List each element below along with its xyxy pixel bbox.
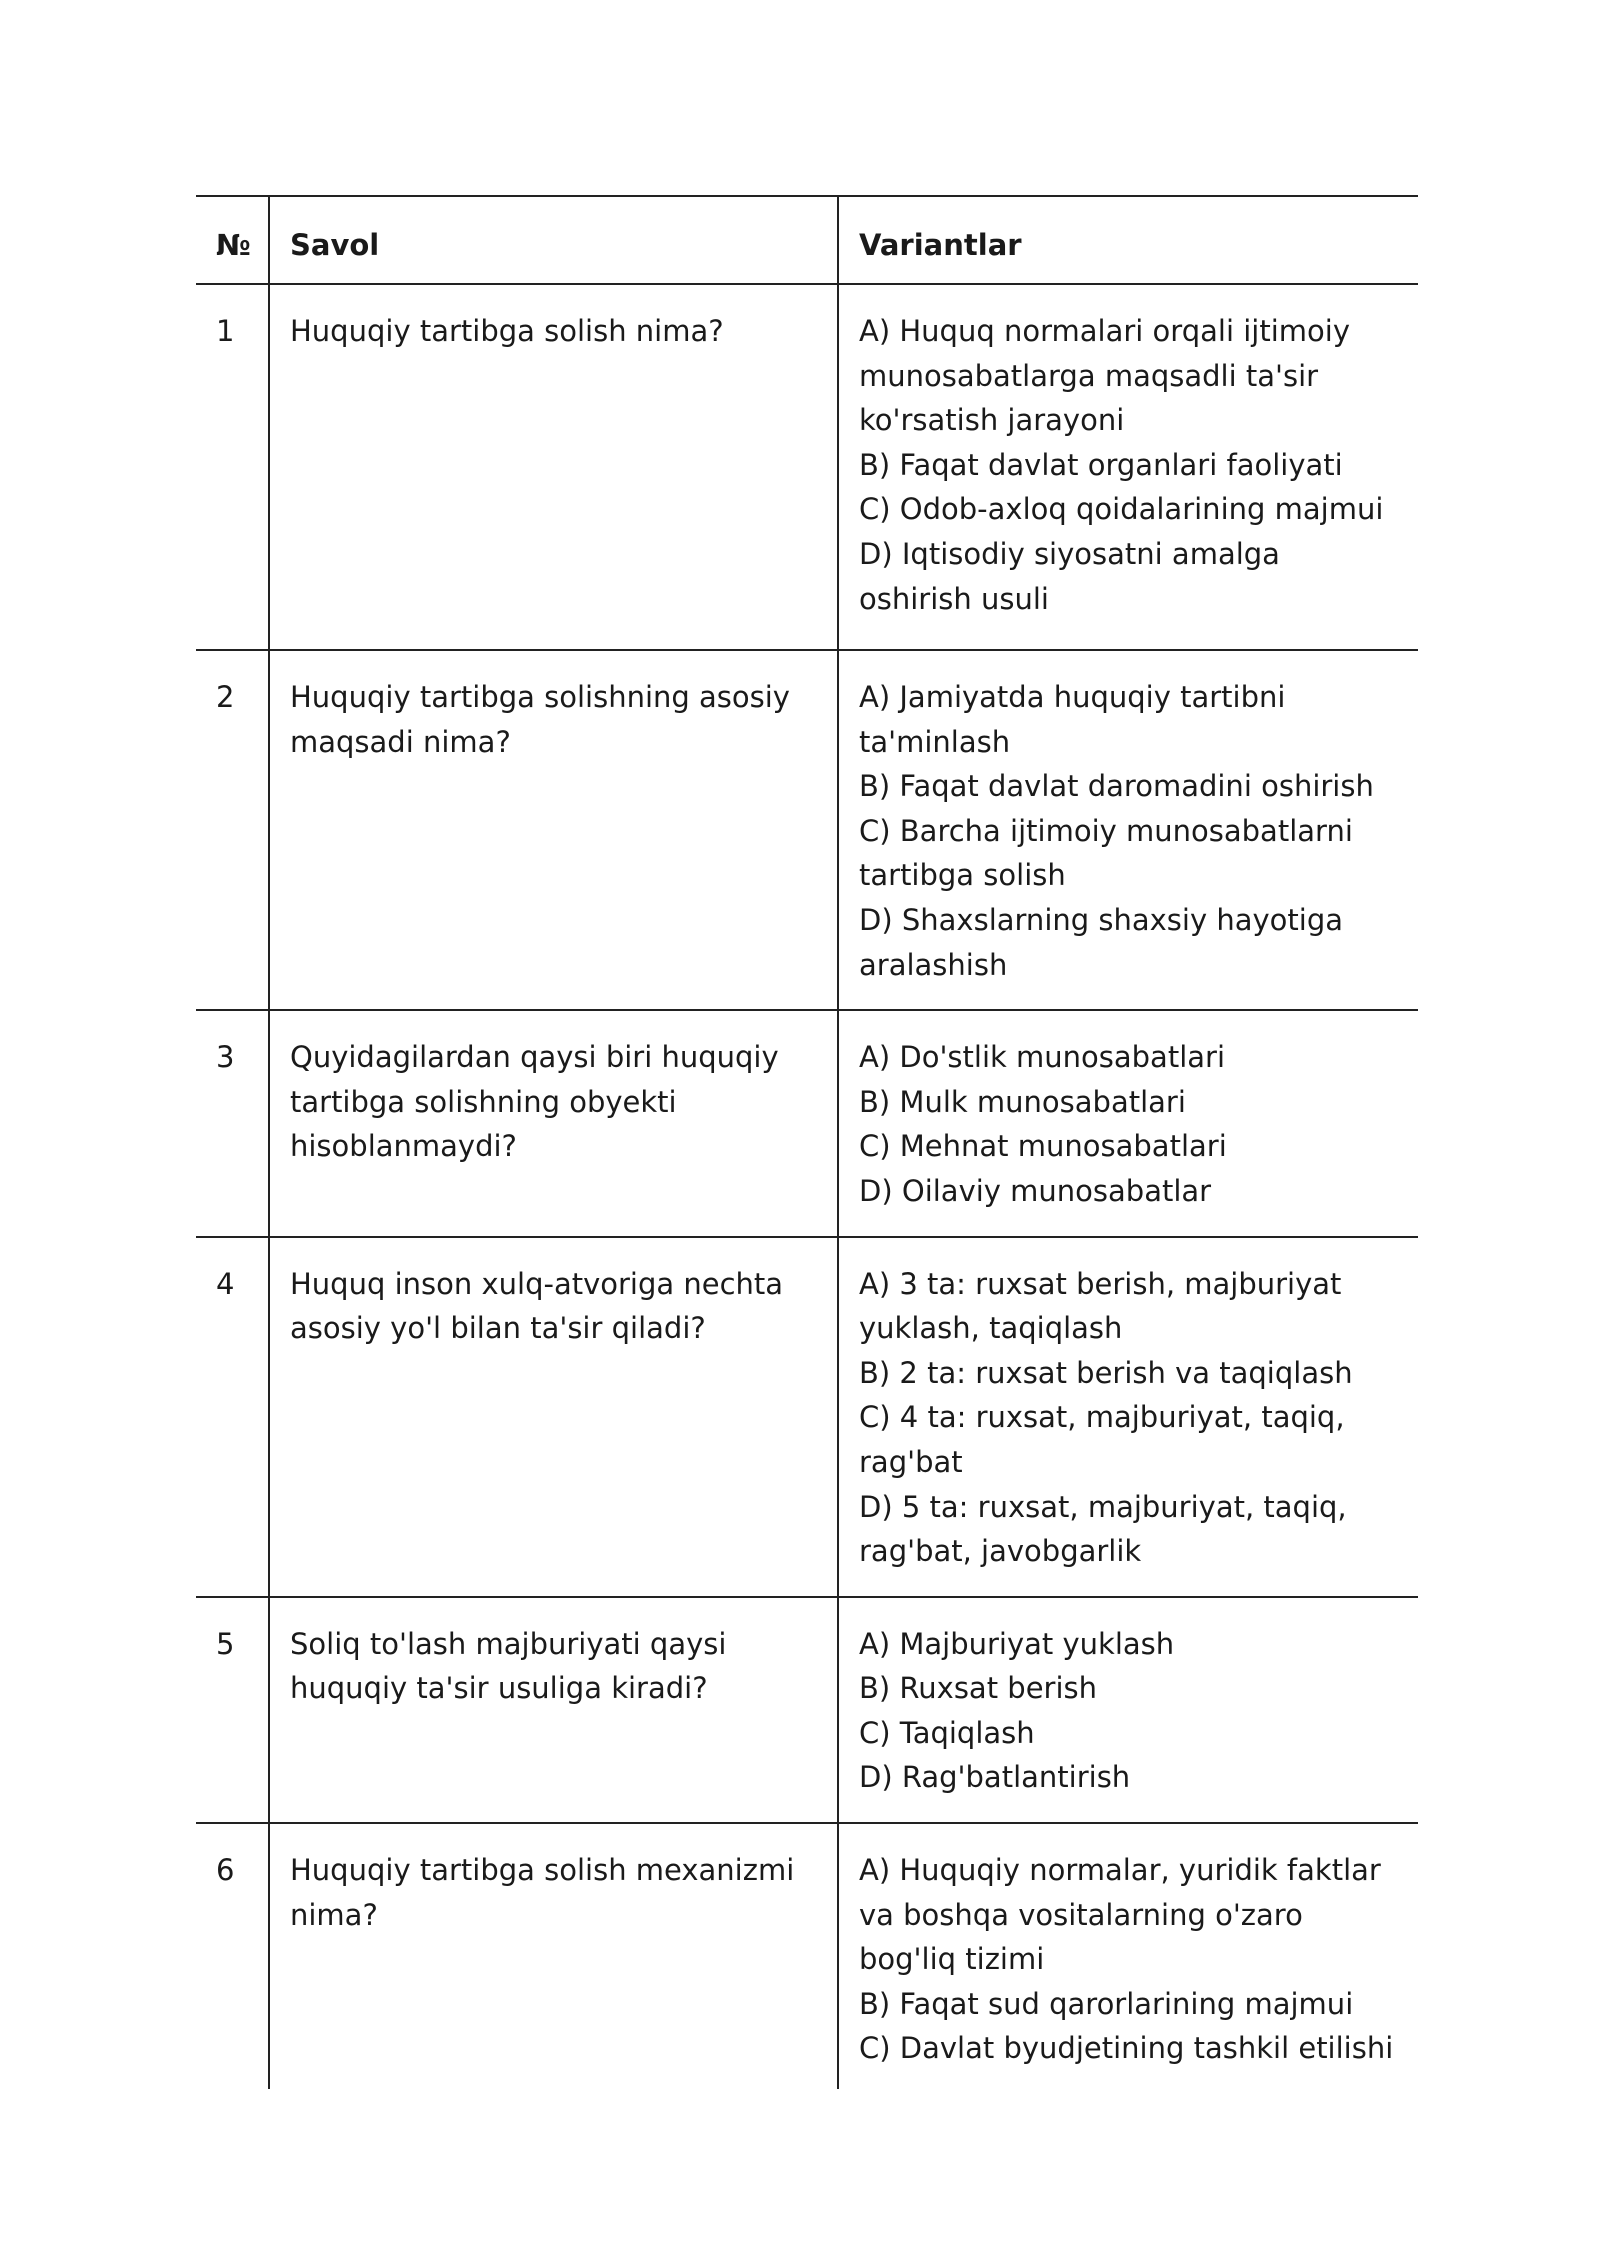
option-item: B) Ruxsat berish (859, 1671, 1098, 1706)
option-item: D) Shaxslarning shaxsiy hayotiga aralashish (859, 902, 1344, 982)
option-item: D) Rag'batlantirish (859, 1760, 1131, 1795)
option-item: B) Faqat davlat organlari faoliyati (859, 447, 1343, 482)
table-row (196, 650, 1418, 1010)
option-item: C) Mehnat munosabatlari (859, 1129, 1227, 1164)
document-page (196, 195, 1418, 2089)
option-item: A) Do'stlik munosabatlari (859, 1040, 1226, 1075)
question-text: Huquqiy tartibga solish mexanizmi nima? (269, 1823, 838, 2089)
option-item: A) Huquqiy normalar, yuridik faktlar va boshqa vositalarning o'zaro bog'liq tizimi (859, 1853, 1381, 1977)
option-item: A) Huquq normalari orqali ijtimoiy munosabatlarga maqsadli ta'sir ko'rsatish jarayoni (859, 314, 1350, 438)
row-number: 6 (216, 1853, 235, 1888)
option-item: D) 5 ta: ruxsat, majburiyat, taqiq, rag'bat, javobgarlik (859, 1489, 1347, 1569)
table-row (196, 284, 1418, 650)
header-number: № (196, 196, 269, 284)
table-row (196, 1823, 1418, 2089)
row-number: 2 (196, 650, 269, 1010)
options-cell (838, 1597, 1418, 1823)
option-item: C) Davlat byudjetining tashkil etilishi (859, 2031, 1394, 2066)
option-item: B) Faqat davlat daromadini oshirish (859, 769, 1374, 804)
table-header-row (196, 196, 1418, 284)
row-number: 4 (196, 1237, 269, 1597)
header-options: Variantlar (838, 196, 1418, 284)
option-item: B) Mulk munosabatlari (859, 1084, 1186, 1119)
quiz-table (196, 195, 1418, 2089)
table-row (196, 1237, 1418, 1597)
option-item: D) Iqtisodiy siyosatni amalga oshirish usuli (859, 536, 1280, 616)
table-row (196, 1010, 1418, 1236)
options-cell (838, 1010, 1418, 1236)
options-cell (838, 1823, 1418, 2089)
row-number: 5 (196, 1597, 269, 1823)
option-item: C) Barcha ijtimoiy munosabatlarni tartibga solish (859, 813, 1353, 893)
options-cell (838, 1237, 1418, 1597)
question-text: Quyidagilardan qaysi biri huquqiy tartibga solishning obyekti hisoblanmaydi? (269, 1010, 838, 1236)
options-cell (838, 284, 1418, 650)
row-number: 1 (196, 284, 269, 650)
option-item: A) 3 ta: ruxsat berish, majburiyat yuklash, taqiqlash (859, 1266, 1342, 1346)
option-item: C) 4 ta: ruxsat, majburiyat, taqiq, rag'bat (859, 1400, 1345, 1479)
option-item: C) Odob-axloq qoidalarining majmui (859, 492, 1384, 527)
row-number: 3 (196, 1010, 269, 1236)
option-item: D) Oilaviy munosabatlar (859, 1173, 1212, 1208)
question-text: Huquqiy tartibga solishning asosiy maqsadi nima? (269, 650, 838, 1010)
header-question: Savol (269, 196, 838, 284)
option-item: B) 2 ta: ruxsat berish va taqiqlash (859, 1355, 1353, 1390)
option-item: A) Jamiyatda huquqiy tartibni ta'minlash (859, 680, 1286, 759)
question-text: Huquqiy tartibga solish nima? (269, 284, 838, 650)
question-text: Soliq to'lash majburiyati qaysi huquqiy ta'sir usuliga kiradi? (269, 1597, 838, 1823)
table-row (196, 1597, 1418, 1823)
question-text: Huquq inson xulq-atvoriga nechta asosiy yo'l bilan ta'sir qiladi? (269, 1237, 838, 1597)
options-cell (838, 650, 1418, 1010)
option-item: B) Faqat sud qarorlarining majmui (859, 1986, 1354, 2021)
option-item: C) Taqiqlash (859, 1715, 1035, 1750)
option-item: A) Majburiyat yuklash (859, 1626, 1175, 1661)
